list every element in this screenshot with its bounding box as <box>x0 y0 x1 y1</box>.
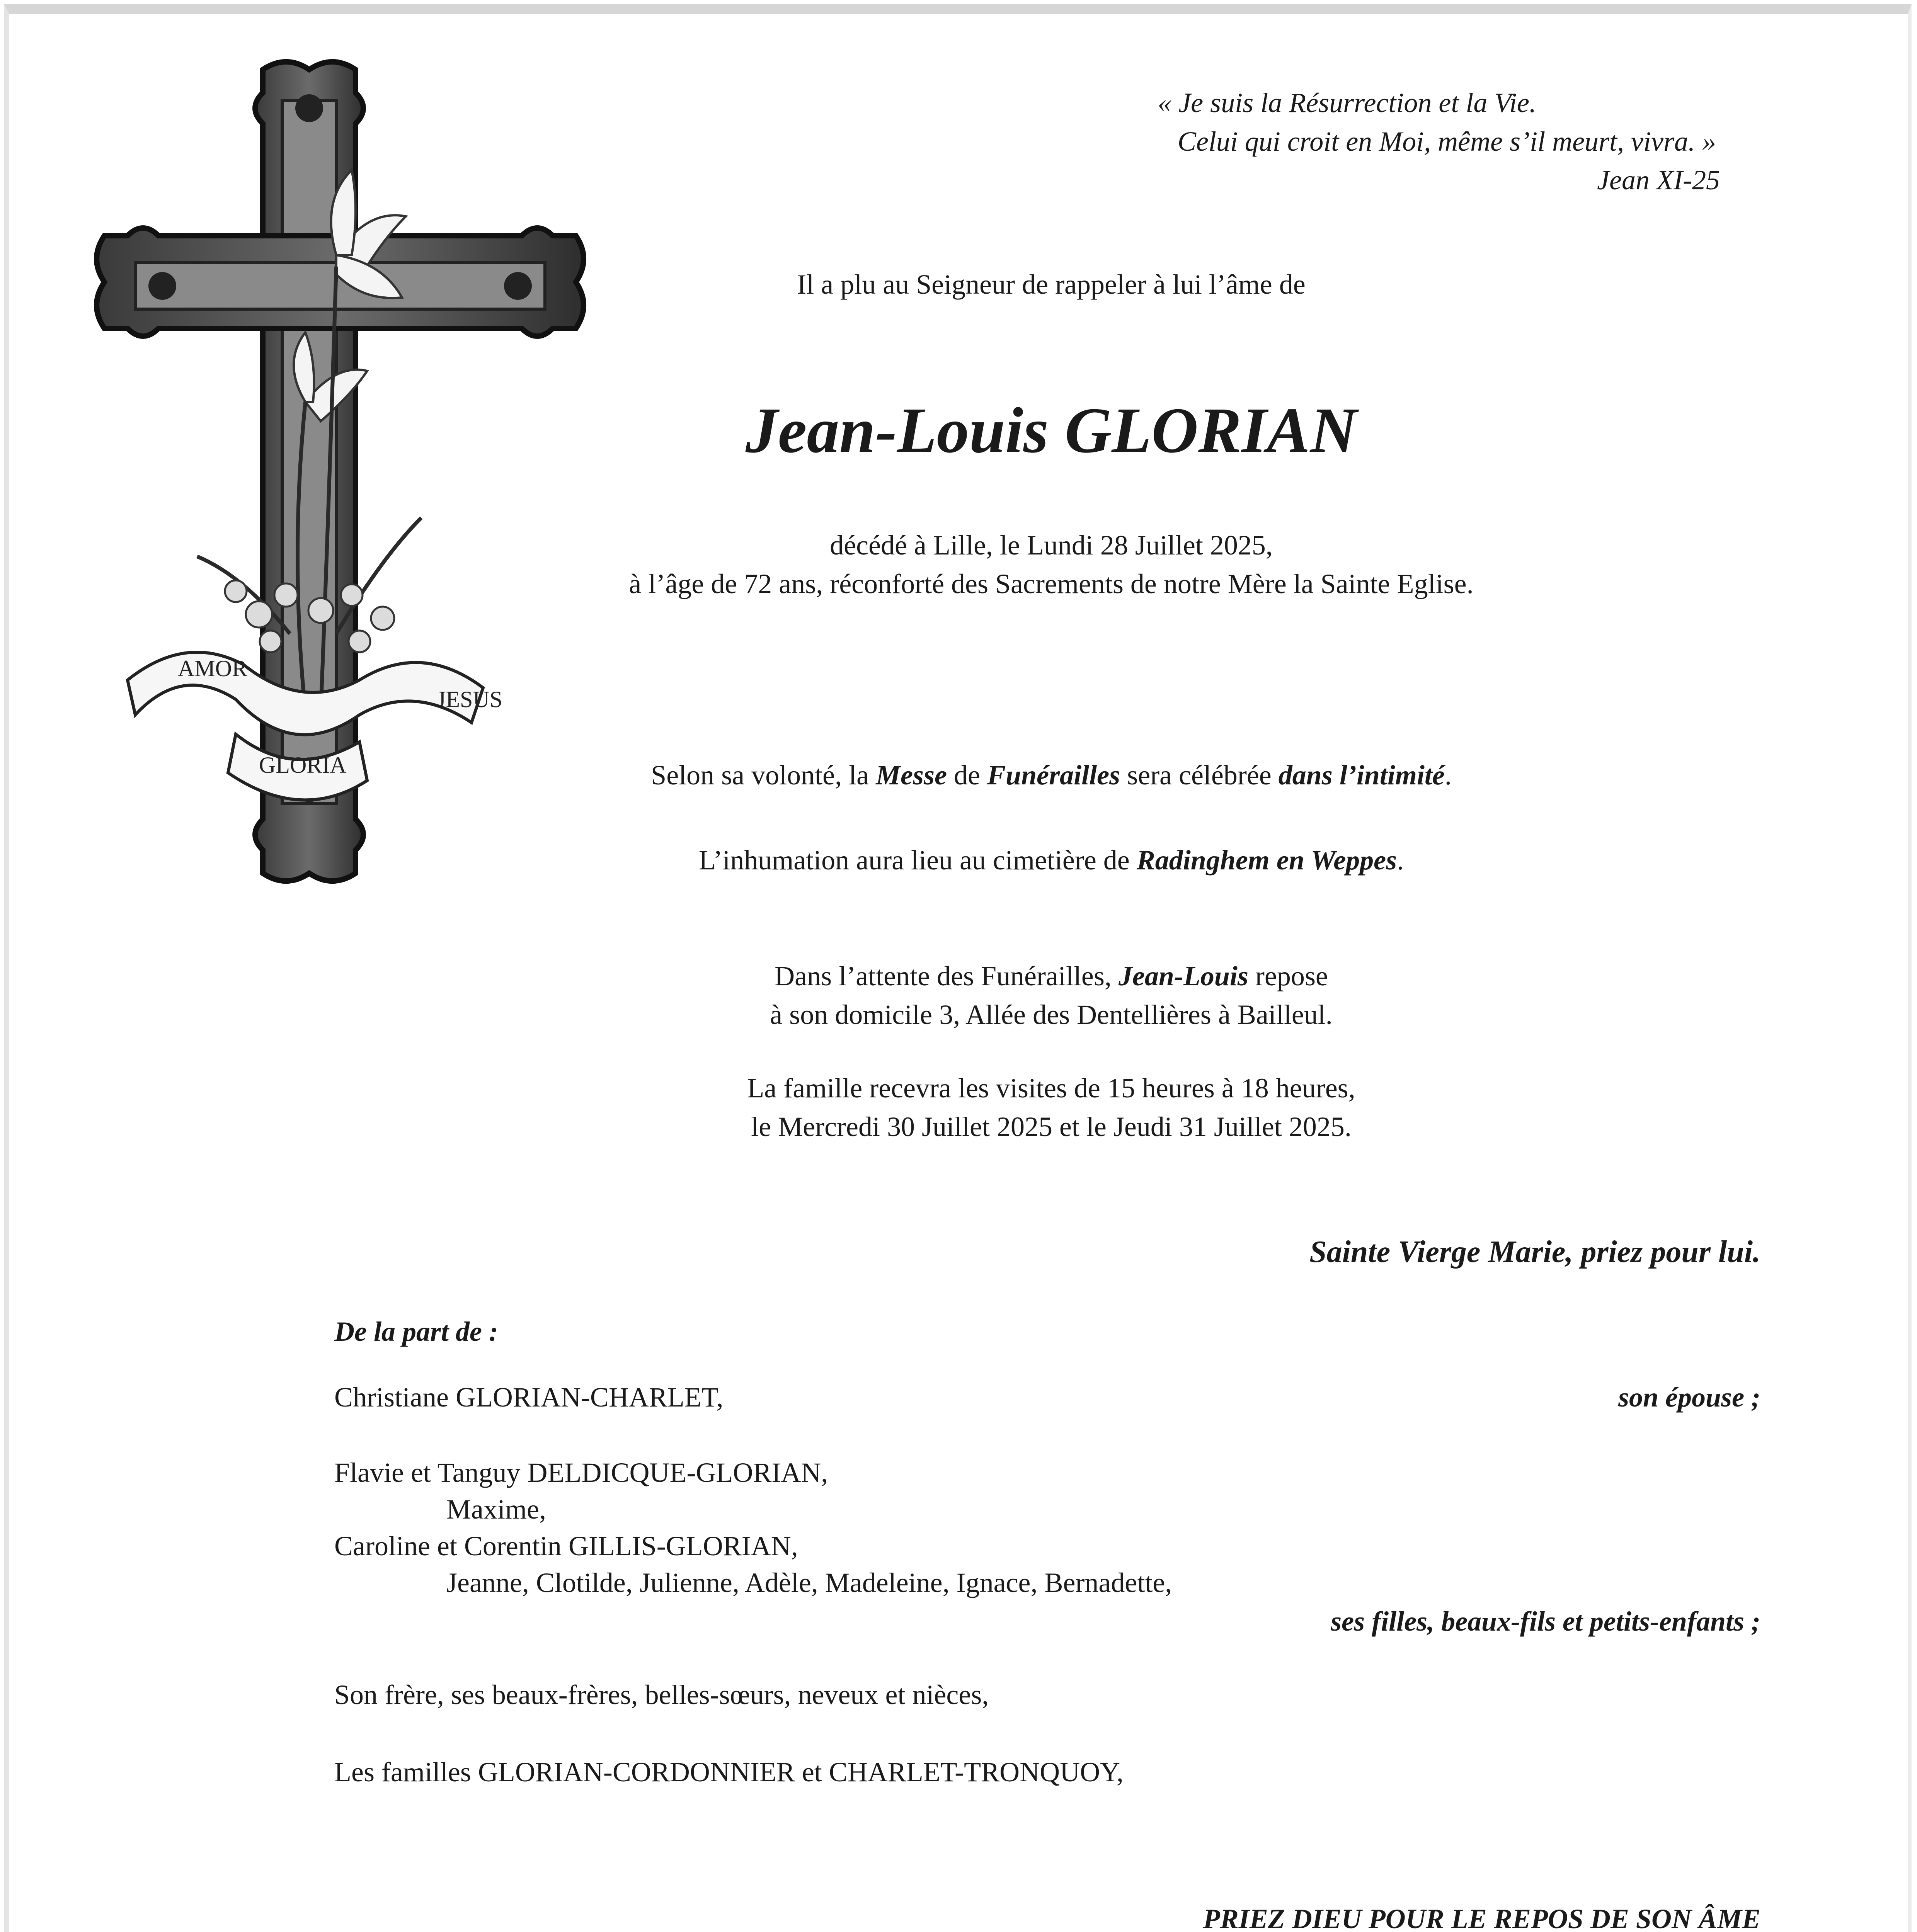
child-line: Caroline et Corentin GILLIS-GLORIAN, <box>334 1531 798 1561</box>
burial-line: L’inhumation aura lieu au cimetière de Radinghem en Weppes. <box>698 845 1404 876</box>
family-heading: De la part de : <box>334 1316 498 1347</box>
child-line: Maxime, <box>446 1494 546 1525</box>
repose-line-1: Dans l’attente des Funérailles, Jean-Louis repose <box>775 961 1328 992</box>
messe-word: Messe <box>876 760 947 791</box>
quote-reference: Jean XI-25 <box>1597 165 1720 196</box>
quote-line-2: Celui qui croit en Moi, même s’il meurt, vivra. » <box>1177 126 1716 157</box>
funerailles-word: Funérailles <box>987 760 1120 791</box>
visits-line-2: le Mercredi 30 Juillet 2025 et le Jeudi 31 Juillet 2025. <box>751 1111 1352 1142</box>
pray-for-soul: PRIEZ DIEU POUR LE REPOS DE SON ÂME <box>1203 1903 1760 1932</box>
prayer-virgin: Sainte Vierge Marie, priez pour lui. <box>1309 1235 1760 1269</box>
intimite-phrase: dans l’intimité <box>1278 760 1445 791</box>
repose-first-name: Jean-Louis <box>1118 961 1248 992</box>
funeral-mass-line: Selon sa volonté, la Messe de Funérailles sera célébrée dans l’intimité. <box>651 760 1452 791</box>
children-role: ses filles, beaux-fils et petits-enfants ; <box>1331 1606 1760 1637</box>
cross-with-lilies-icon <box>89 54 591 885</box>
ribbon-amor-label: AMOR <box>178 656 248 681</box>
child-line: Jeanne, Clotilde, Julienne, Adèle, Madeleine, Ignace, Bernadette, <box>446 1567 1172 1598</box>
child-line: Flavie et Tanguy DELDICQUE-GLORIAN, <box>334 1457 828 1488</box>
burial-place: Radinghem en Weppes <box>1136 845 1397 876</box>
quote-line-1: « Je suis la Résurrection et la Vie. <box>1158 87 1536 118</box>
visits-line-1: La famille recevra les visites de 15 heures à 18 heures, <box>747 1073 1355 1104</box>
siblings-line: Son frère, ses beaux-frères, belles-sœurs, neveux et nièces, <box>334 1679 989 1710</box>
families-line: Les familles GLORIAN-CORDONNIER et CHARLET-TRONQUOY, <box>334 1757 1124 1787</box>
ribbon-jesus-label: JESUS <box>437 687 503 712</box>
ribbon-gloria-label: GLORIA <box>259 752 347 778</box>
repose-line-2: à son domicile 3, Allée des Dentellières à Bailleul. <box>770 999 1333 1030</box>
announcement-intro: Il a plu au Seigneur de rappeler à lui l’âme de <box>797 269 1306 300</box>
deceased-name: Jean-Louis GLORIAN <box>745 395 1357 466</box>
death-details-line-2: à l’âge de 72 ans, réconforté des Sacrements de notre Mère la Sainte Eglise. <box>629 568 1474 599</box>
spouse-name: Christiane GLORIAN-CHARLET, <box>334 1382 724 1413</box>
death-details-line-1: décédé à Lille, le Lundi 28 Juillet 2025, <box>830 530 1273 561</box>
spouse-role: son épouse ; <box>1618 1382 1760 1413</box>
